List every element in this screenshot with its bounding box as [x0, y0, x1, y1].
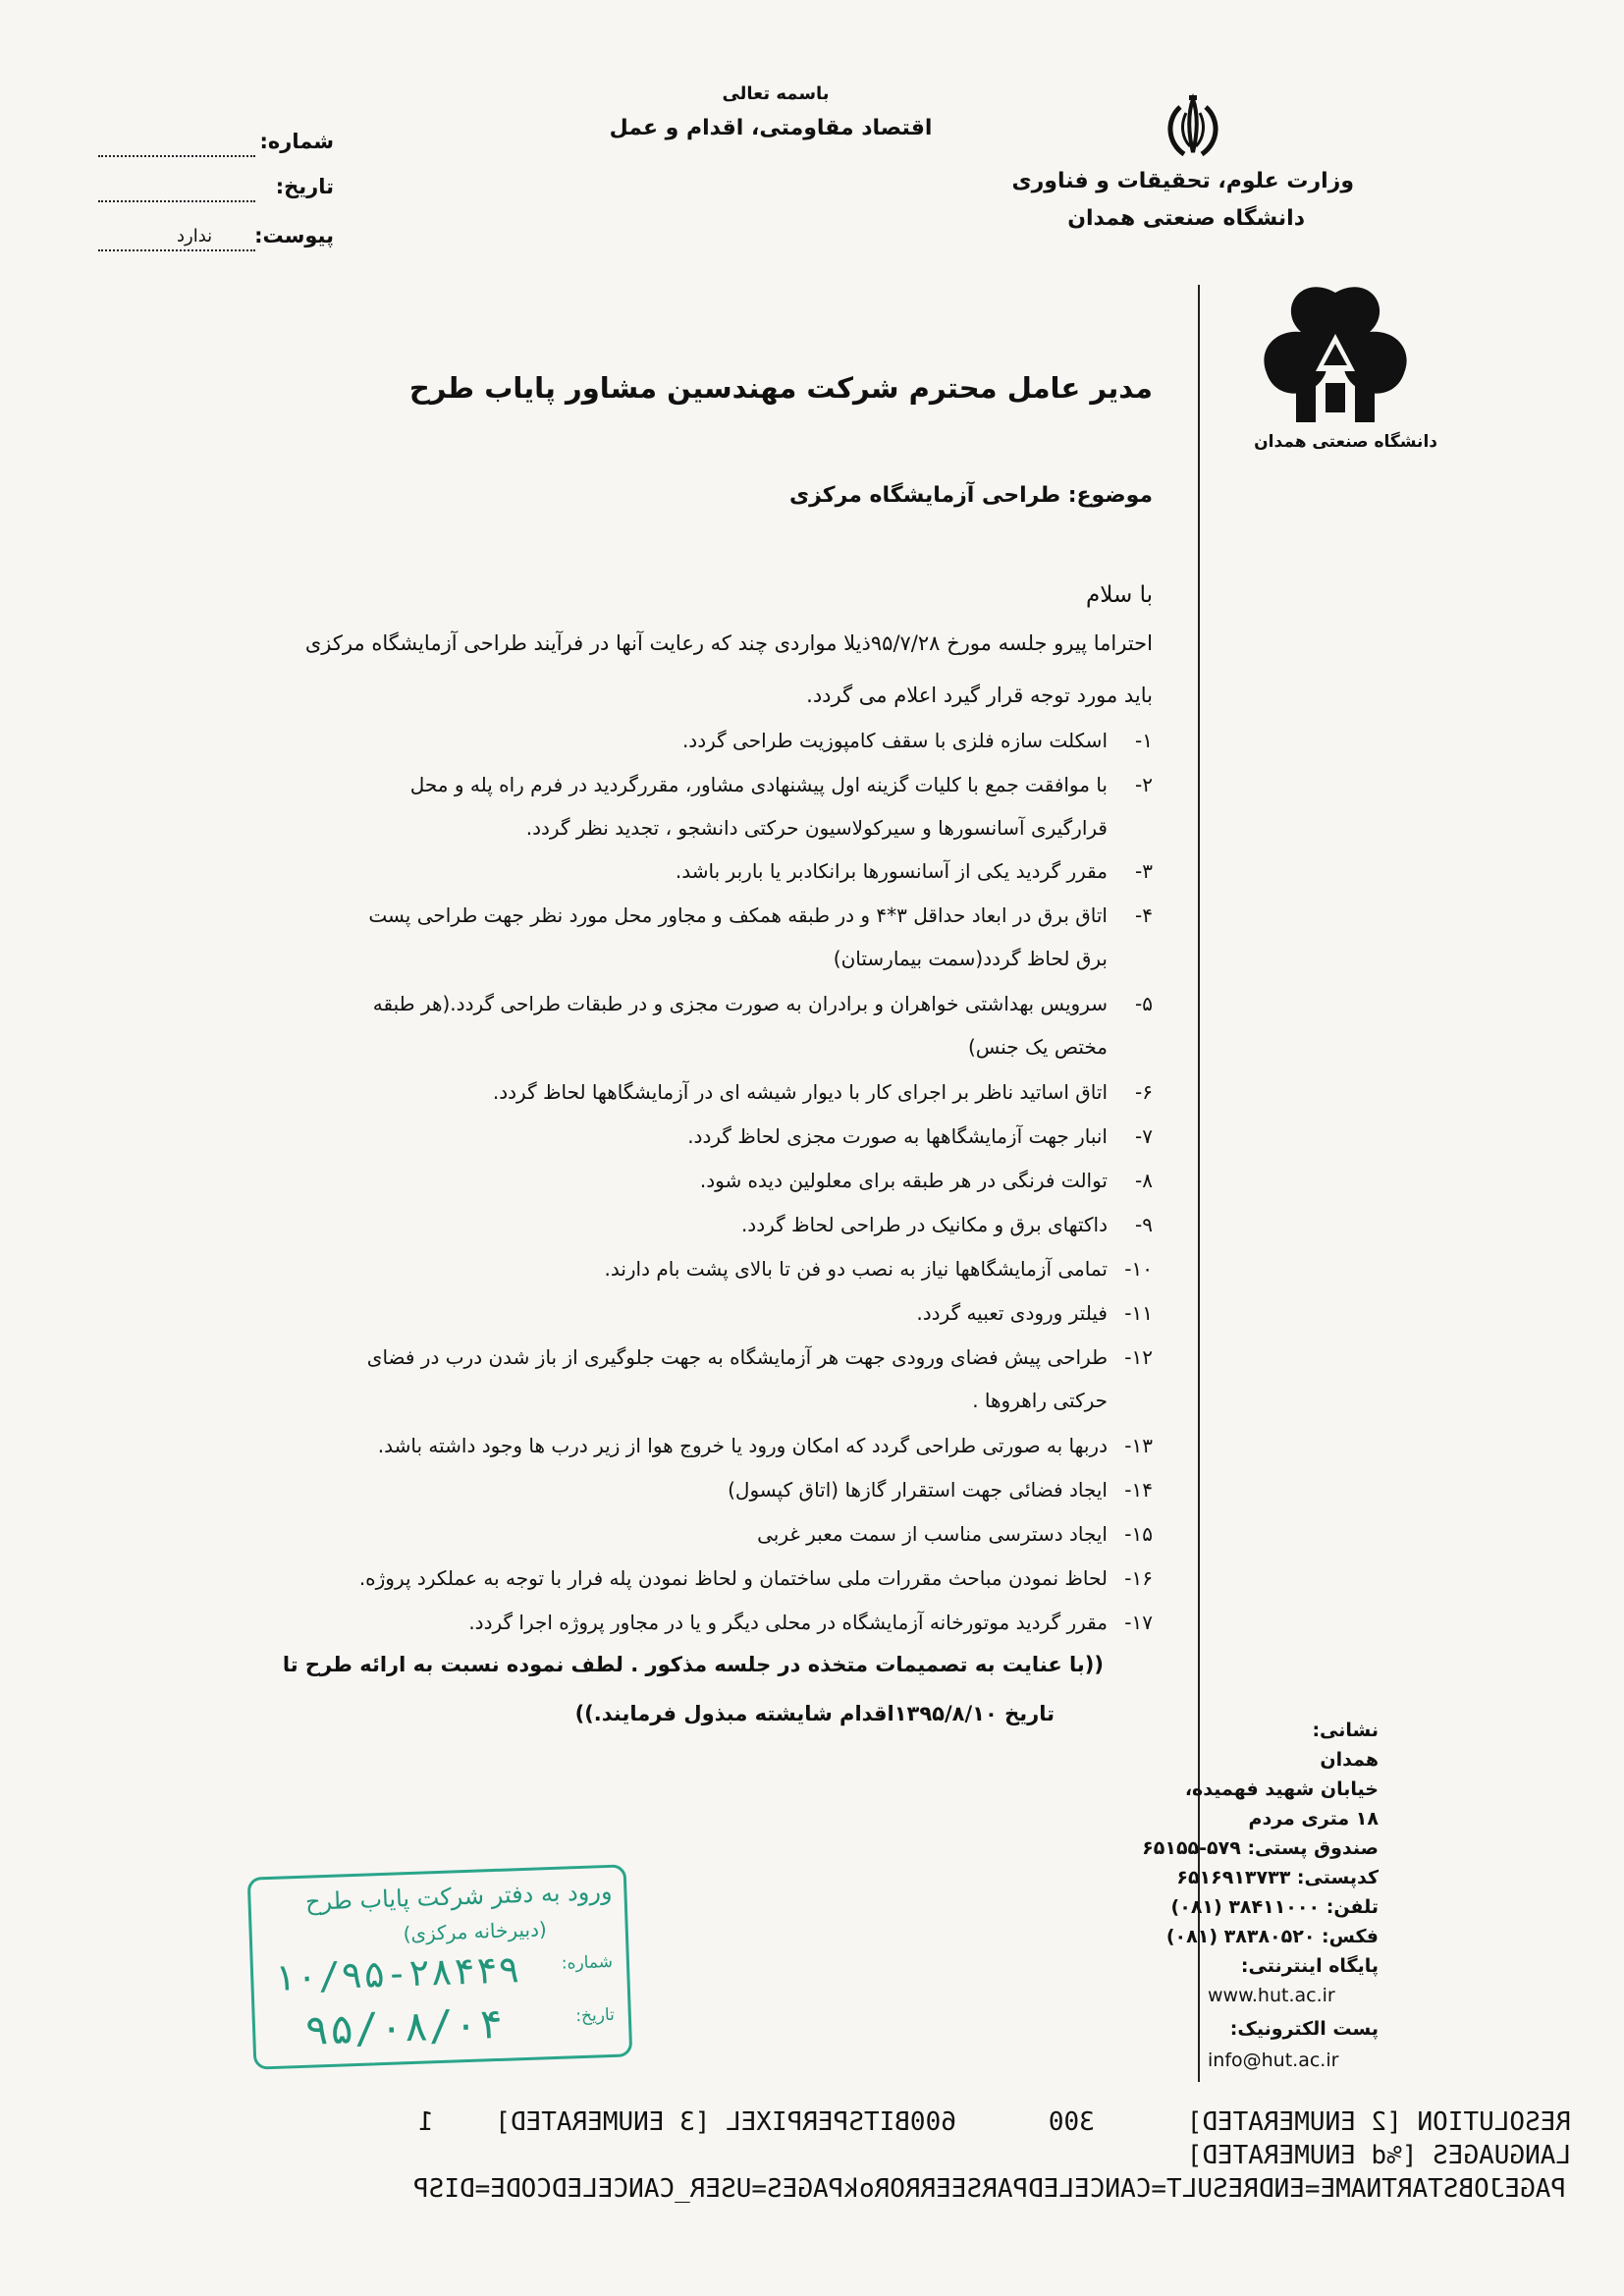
closing-line-2: تاریخ ۱۳۹۵/۸/۱۰اقدام شایشته مبذول فرمایند.)): [574, 1702, 1055, 1725]
address-web-label: پایگاه اینترنتی:: [1240, 1955, 1379, 1977]
address-street: خیابان شهید فهمیده،: [1184, 1778, 1379, 1800]
list-item: ۴-اتاق برق در ابعاد حداقل ۳*۴ و در طبقه همکف و مجاور محل مورد نظر جهت طراحی پست برق لحاظ گردد(سمت بیمارستان): [368, 903, 1153, 970]
scanner-footer-line-1: RESOLUTION [2 ENUMERATED] 300 600BITSPERPIXEL [3 ENUMERATED] 1: [418, 2107, 1571, 2137]
address-city: همدان: [1320, 1749, 1379, 1771]
list-item: ۱۴-ایجاد فضائی جهت استقرار گازها (اتاق کپسول): [728, 1478, 1153, 1502]
university-name: دانشگاه صنعتی همدان: [1067, 206, 1305, 231]
address-title: نشانی:: [1312, 1720, 1379, 1741]
stamp-number: ۱۰/۹۵-۲۸۴۴۹: [272, 1947, 521, 1999]
recipient: مدیر عامل محترم شرکت مهندسین مشاور پایاب طرح: [408, 371, 1153, 405]
letter-date-dots: [98, 200, 255, 202]
university-logo-icon: [1247, 275, 1424, 432]
list-item: ۱۶-لحاظ نمودن مباحث مقررات ملی ساختمان و لحاظ نمودن پله فرار با توجه به عملکرد پروژه.: [358, 1566, 1153, 1590]
address-fax: فکس: ۳۸۳۸۰۵۲۰ (۰۸۱): [1165, 1926, 1379, 1947]
list-item: ۲-با موافقت جمع با کلیات گزینه اول پیشنهادی مشاور، مقررگردید در فرم راه پله و محل قرارگیری آسانسورها و سیرکولاسیون حرکتی دانشجو ، تجدید نظر گردد.: [409, 773, 1153, 840]
closing-line-1: ((با عنایت به تصمیمات متخذه در جلسه مذکور . لطف نموده نسبت به ارائه طرح تا: [282, 1653, 1104, 1676]
address-postal-code: کدپستی: ۶۵۱۶۹۱۳۷۳۳: [1176, 1867, 1379, 1888]
list-item: ۱۵-ایجاد دسترسی مناسب از سمت معبر غربی: [757, 1522, 1153, 1546]
address-pobox: صندوق پستی: ۵۷۹-۶۵۱۵۵: [1142, 1837, 1379, 1859]
list-item: ۱۲-طراحی پیش فضای ورودی جهت هر آزمایشگاه به جهت جلوگیری از باز شدن درب در فضای حرکتی راهروها .: [366, 1345, 1153, 1412]
list-item: ۱-اسکلت سازه فلزی با سقف کامپوزیت طراحی گردد.: [681, 729, 1153, 752]
stamp-date-label: تاریخ:: [574, 2004, 616, 2027]
list-item: ۱۰-تمامی آزمایشگاهها نیاز به نصب دو فن تا بالای پشت بام دارند.: [604, 1257, 1153, 1281]
stamp-date: ۹۵/۰۸/۰۴: [303, 1998, 505, 2054]
address-email-label: پست الکترونیک:: [1229, 2018, 1379, 2040]
list-item: ۵-سرویس بهداشتی خواهران و برادران به صورت مجزی و در طبقات طراحی گردد.(هر طبقه مختص یک جنس): [372, 992, 1153, 1059]
subject: موضوع: طراحی آزمایشگاه مرکزی: [788, 483, 1153, 508]
attachment-value: ندارد: [177, 226, 213, 246]
stamp-subtitle: (دبیرخانه مرکزی): [403, 1917, 548, 1946]
list-item: ۱۱-فیلتر ورودی تعبیه گردد.: [916, 1301, 1153, 1325]
scanner-footer-line-2: LANGUAGES [%d ENUMERATED]: [1186, 2141, 1571, 2170]
attachment-field: [98, 224, 334, 259]
intro-line-2: باید مورد توجه قرار گیرد اعلام می گردد.: [806, 683, 1153, 707]
letter-date-field: [98, 175, 334, 210]
list-item: ۹-داکتهای برق و مکانیک در طراحی لحاظ گردد.: [740, 1213, 1153, 1236]
received-stamp: [247, 1864, 633, 2069]
attachment-label: پیوست:: [254, 224, 334, 247]
attachment-dots: [98, 249, 255, 251]
address-website: www.hut.ac.ir: [1208, 1985, 1335, 2006]
iran-emblem-icon: [1159, 93, 1227, 164]
address-street-2: ۱۸ متری مردم: [1248, 1808, 1379, 1830]
letter-date-label: تاریخ:: [275, 175, 334, 198]
logo-caption: دانشگاه صنعتی همدان: [1254, 432, 1437, 452]
address-phone: تلفن: ۳۸۴۱۱۰۰۰ (۰۸۱): [1170, 1896, 1379, 1918]
list-item: ۱۷-مقرر گردید موتورخانه آزمایشگاه در محلی دیگر و یا در مجاور پروژه اجرا گردد.: [468, 1611, 1153, 1634]
letter-number-field: [98, 130, 334, 165]
letter-number-dots: [98, 155, 255, 157]
slogan: اقتصاد مقاومتی، اقدام و عمل: [609, 116, 933, 140]
stamp-number-label: شماره:: [561, 1951, 614, 1974]
stamp-title: ورود به دفتر شرکت پایاب طرح: [304, 1877, 613, 1916]
invocation: باسمه تعالی: [722, 83, 830, 104]
scanner-footer-line-3: PAGEJOBSTARTNAME=ENDRESULT=CANCELEDPARSEERRORokPAGES=USER_CANCELEDCODE=DISP: [413, 2174, 1566, 2204]
list-item: ۶-اتاق اساتید ناظر بر اجرای کار با دیوار شیشه ای در آزمایشگاهها لحاظ گردد.: [492, 1080, 1153, 1104]
vertical-divider: [1198, 285, 1200, 2082]
letter-number-label: شماره:: [259, 130, 334, 153]
greeting: با سلام: [1086, 582, 1153, 608]
ministry-name: وزارت علوم، تحقیقات و فناوری: [1011, 169, 1354, 193]
list-item: ۷-انبار جهت آزمایشگاهها به صورت مجزی لحاظ گردد.: [687, 1124, 1153, 1148]
list-item: ۱۳-دربها به صورتی طراحی گردد که امکان ورود یا خروج هوا از زیر درب ها وجود داشته باشد.: [377, 1434, 1153, 1457]
intro-line-1: احتراما پیرو جلسه مورخ ۹۵/۷/۲۸ذیلا مواردی چند که رعایت آنها در فرآیند طراحی آزمایشگاه مرکزی: [304, 631, 1153, 655]
address-email: info@hut.ac.ir: [1208, 2050, 1339, 2071]
list-item: ۳-مقرر گردید یکی از آسانسورها برانکادبر یا باربر باشد.: [675, 859, 1153, 883]
list-item: ۸-توالت فرنگی در هر طبقه برای معلولین دیده شود.: [699, 1169, 1153, 1192]
